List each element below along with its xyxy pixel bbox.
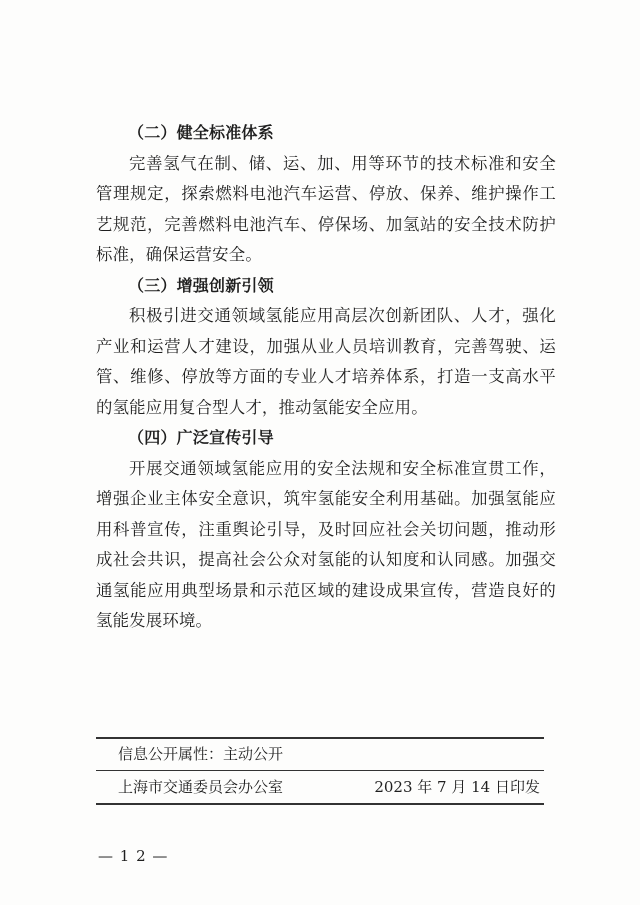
section-heading-publicity: （四）广泛宣传引导	[128, 428, 274, 447]
issuing-office: 上海市交通委员会办公室	[118, 778, 284, 796]
section-paragraph-publicity: 开展交通领域氢能应用的安全法规和安全标准宣贯工作，增强企业主体安全意识，筑牢氢能安全利用基础。加强氢能应用科普宣传，注重舆论引导，及时回应社会关切问题，推动形成社会共识，提高社会公众对氢能的认知度和认同感。加强交通氢能应用典型场景和示范区域的建设成果宣传，营造良好的氢能发展环境。	[96, 458, 556, 630]
section-heading-standards: （二）健全标准体系	[128, 123, 274, 142]
disclosure-attribute: 信息公开属性：主动公开	[118, 745, 284, 763]
page-number: — 1 2 —	[98, 847, 169, 865]
document-body	[96, 118, 556, 637]
section-heading-innovation: （三）增强创新引领	[128, 275, 274, 295]
section-paragraph-standards: 完善氢气在制、储、运、加、用等环节的技术标准和安全管理规定，探索燃料电池汽车运营、停放、保养、维护操作工艺规范，完善燃料电池汽车、停保场、加氢站的安全技术防护标准，确保运营安全。	[96, 153, 556, 264]
footer-top-rule	[96, 737, 544, 739]
footer-bottom-rule	[96, 803, 544, 805]
footer-middle-rule	[96, 770, 544, 771]
section-paragraph-innovation: 积极引进交通领域氢能应用高层次创新团队、人才，强化产业和运营人才建设，加强从业人员培训教育，完善驾驶、运管、维修、停放等方面的专业人才培养体系，打造一支高水平的氢能应用复合型人才，推动氢能安全应用。	[96, 306, 556, 417]
issue-date: 2023 年 7 月 14 日印发	[374, 778, 540, 796]
